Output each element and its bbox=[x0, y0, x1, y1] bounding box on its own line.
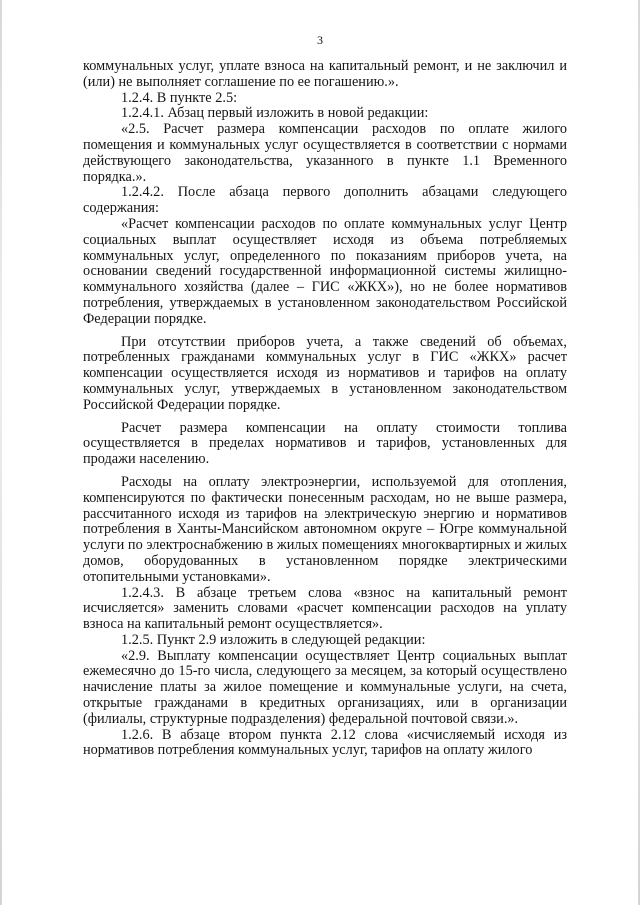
paragraph-1-2-4-1: 1.2.4.1. Абзац первый изложить в новой редакции: bbox=[121, 105, 429, 122]
paragraph-quote-2-9: «2.9. Выплату компенсации осуществляет Центр социальных выплат ежемесячно до 15-го числа, следующего за месяцем, за который осуществлено начисление платы за жилое помещение и коммунальные услуги, на счета, открытые гражданами в кредитных организациях, или в организации (филиалы, структурные подразделения) федеральной почтовой связи.». bbox=[83, 647, 567, 727]
document-body bbox=[83, 59, 567, 759]
paragraph-1-2-4-3: 1.2.4.3. В абзаце третьем слова «взнос на капитальный ремонт исчисляется» заменить словами «расчет компенсации расходов на уплату взноса на капитальный ремонт осуществляется». bbox=[83, 584, 567, 633]
paragraph-no-meters: При отсутствии приборов учета, а также сведений об объемах, потребленных гражданами коммунальных услуг в ГИС «ЖКХ» расчет компенсации осуществляется исходя из нормативов и тарифов на оплату коммунальных услуг, утверждаемых в установленном законодательством Российской Федерации порядке. bbox=[83, 333, 567, 413]
paragraph-1-2-5: 1.2.5. Пункт 2.9 изложить в следующей редакции: bbox=[121, 631, 426, 648]
paragraph-quote-calculation: «Расчет компенсации расходов по оплате коммунальных услуг Центр социальных выплат осуществляет исходя из объема потребляемых коммунальных услуг, определенного по показаниям приборов учета, на основании сведений государственной информационной системы жилищно-коммунального хозяйства (далее – ГИС «ЖКХ»), но не более нормативов потребления, утверждаемых в установленном законодательством Российской Федерации порядке. bbox=[83, 215, 567, 327]
paragraph-electricity: Расходы на оплату электроэнергии, используемой для отопления, компенсируются по фактически понесенным расходам, но не выше размера, рассчитанного исходя из тарифов на электрическую энергию и нормативов потребления в Ханты-Мансийском автономном округе – Югре коммунальной услуги по электроснабжению в жилых помещениях многоквартирных и жилых домов, оборудованных в установленном порядке электрическими отопительными установками». bbox=[83, 473, 567, 585]
paragraph-1-2-4-2: 1.2.4.2. После абзаца первого дополнить абзацами следующего содержания: bbox=[83, 184, 567, 217]
page-number: 3 bbox=[317, 33, 323, 47]
paragraph-quote-2-5: «2.5. Расчет размера компенсации расходов по оплате жилого помещения и коммунальных услуг осуществляется в соответствии с нормами действующего законодательства, указанного в пункте 1.1 Временного порядка.». bbox=[83, 121, 567, 185]
paragraph-1-2-4: 1.2.4. В пункте 2.5: bbox=[121, 89, 238, 106]
left-scan-edge bbox=[0, 0, 2, 905]
paragraph-fuel-cost: Расчет размера компенсации на оплату стоимости топлива осуществляется в пределах нормативов и тарифов, установленных для продажи населению. bbox=[83, 419, 567, 468]
paragraph-1-2-6: 1.2.6. В абзаце втором пункта 2.12 слова «исчисляемый исходя из нормативов потребления коммунальных услуг, тарифов на оплату жилого bbox=[83, 726, 567, 759]
paragraph-continuation: коммунальных услуг, уплате взноса на капитальный ремонт, и не заключил и (или) не выполняет соглашение по ее погашению.». bbox=[83, 58, 567, 90]
